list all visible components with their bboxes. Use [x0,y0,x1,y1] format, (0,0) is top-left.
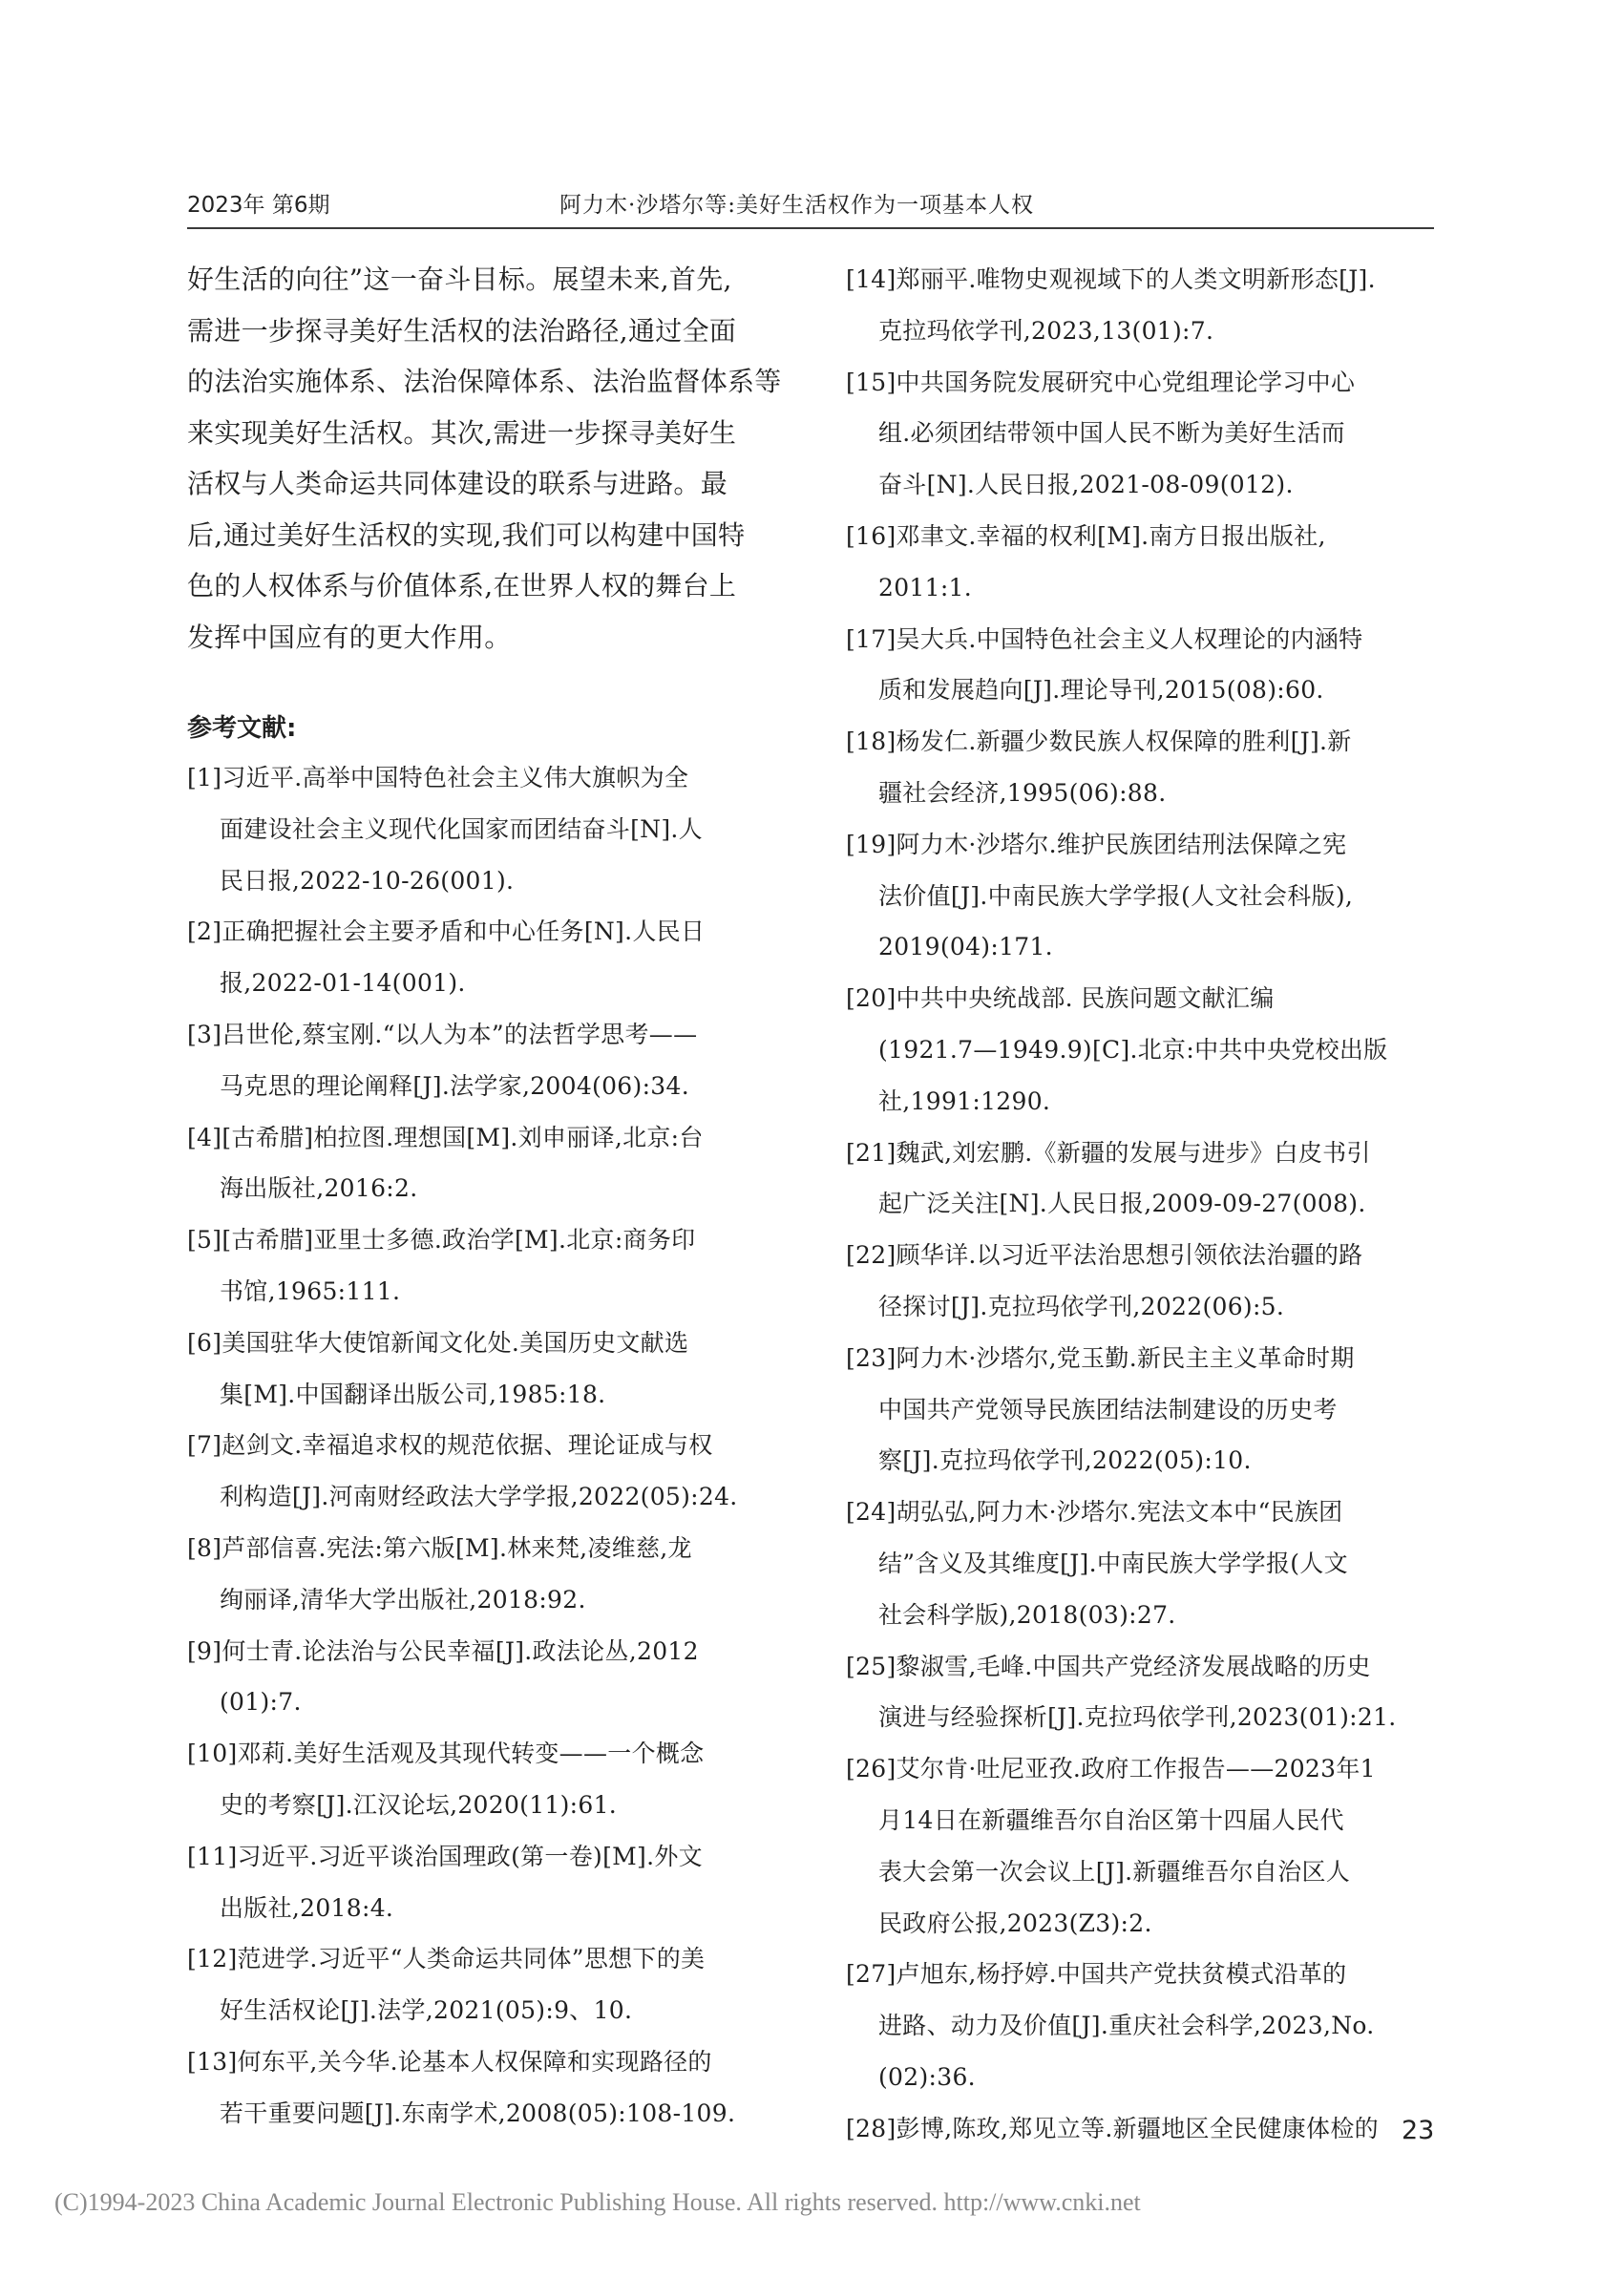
reference-entry [846,973,1457,1127]
reference-line: 马克思的理论阐释[J].法学家,2004(06):34. [220,1071,689,1100]
reference-line: [17]吴大兵.中国特色社会主义人权理论的内涵特 [846,624,1363,653]
reference-line: [3]吕世伦,蔡宝刚.“以人为本”的法哲学思考—— [187,1020,698,1048]
reference-entry [846,1641,1457,1744]
reference-line: 利构造[J].河南财经政法大学学报,2022(05):24. [220,1483,738,1511]
reference-line: [22]顾华详.以习近平法治思想引领依法治疆的路 [846,1241,1363,1270]
reference-entry [846,1949,1457,2102]
paragraph-line: 色的人权体系与价值体系,在世界人权的舞台上 [187,570,737,601]
reference-line: (01):7. [220,1688,302,1717]
reference-line: 法价值[J].中南民族大学学报(人文社会科版), [878,881,1354,910]
reference-line: 集[M].中国翻译出版公司,1985:18. [220,1380,606,1408]
reference-line: [27]卢旭东,杨抒婷.中国共产党扶贫模式沿革的 [846,1960,1347,1989]
reference-line: [19]阿力木·沙塔尔.维护民族团结刑法保障之宪 [846,830,1347,858]
reference-entry [187,1420,806,1523]
reference-line: [16]邓聿文.幸福的权利[M].南方日报出版社, [846,521,1326,550]
reference-entry [187,1112,806,1215]
reference-line: 海出版社,2016:2. [220,1174,418,1203]
reference-line: 绚丽译,清华大学出版社,2018:92. [220,1585,586,1614]
reference-entry [187,2036,806,2140]
reference-line: 史的考察[J].江汉论坛,2020(11):61. [220,1790,618,1819]
reference-line: 起广泛关注[N].人民日报,2009-09-27(008). [878,1190,1366,1218]
references-list-right [846,254,1457,2154]
reference-entry [846,511,1457,614]
reference-line: 民政府公报,2023(Z3):2. [878,1909,1152,1937]
reference-line: 表大会第一次会议上[J].新疆维吾尔自治区人 [878,1857,1351,1886]
reference-line: 若干重要问题[J].东南学术,2008(05):108-109. [220,2099,736,2127]
reference-line: (02):36. [878,2062,976,2091]
reference-line: [14]郑丽平.唯物史观视域下的人类文明新形态[J]. [846,265,1376,293]
reference-line: [11]习近平.习近平谈治国理政(第一卷)[M].外文 [187,1842,703,1870]
reference-line: [5][古希腊]亚里士多德.政治学[M].北京:商务印 [187,1226,696,1255]
reference-line: [28]彭博,陈玫,郑见立等.新疆地区全民健康体检的 [846,2114,1379,2142]
reference-entry [846,1487,1457,1640]
reference-line: 2011:1. [878,573,972,601]
reference-line: [15]中共国务院发展研究中心党组理论学习中心 [846,368,1356,396]
references-list-left [187,752,806,2140]
reference-line: [8]芦部信喜.宪法:第六版[M].林来梵,凌维慈,龙 [187,1533,692,1562]
reference-entry [187,906,806,1009]
header-divider [187,227,1434,229]
reference-line: [26]艾尔肯·吐尼亚孜.政府工作报告——2023年1 [846,1755,1376,1783]
reference-line: 质和发展趋向[J].理论导刊,2015(08):60. [878,676,1324,705]
paragraph-line: 发挥中国应有的更大作用。 [187,621,512,653]
reference-entry [187,752,806,906]
reference-line: [12]范进学.习近平“人类命运共同体”思想下的美 [187,1945,706,1973]
reference-entry [187,1626,806,1729]
paragraph-line: 活权与人类命运共同体建设的联系与进路。最 [187,468,728,499]
reference-entry [846,1743,1457,1949]
reference-line: 结”含义及其维度[J].中南民族大学学报(人文 [878,1549,1348,1577]
left-column [187,254,806,2140]
reference-line: 月14日在新疆维吾尔自治区第十四届人民代 [878,1805,1344,1834]
paragraph-line: 后,通过美好生活权的实现,我们可以构建中国特 [187,518,746,551]
reference-line: 民日报,2022-10-26(001). [220,866,515,895]
reference-line: [20]中共中央统战部. 民族问题文献汇编 [846,984,1275,1013]
reference-line: [13]何东平,关今华.论基本人权保障和实现路径的 [187,2047,712,2076]
reference-line: [25]黎淑雪,毛峰.中国共产党经济发展战略的历史 [846,1652,1371,1680]
reference-line: [7]赵剑文.幸福追求权的规范依据、理论证成与权 [187,1431,713,1460]
reference-line: 2019(04):171. [878,933,1053,961]
reference-entry [187,1009,806,1112]
paragraph-line: 来实现美好生活权。其次,需进一步探寻美好生 [187,416,737,449]
reference-line: 面建设社会主义现代化国家而团结奋斗[N].人 [220,814,703,843]
reference-line: 克拉玛依学刊,2023,13(01):7. [878,316,1214,345]
paragraph-line: 需进一步探寻美好生活权的法治路径,通过全面 [187,314,737,347]
reference-entry [187,1214,806,1318]
reference-entry [846,1230,1457,1333]
reference-line: 书馆,1965:111. [220,1276,401,1305]
reference-line: (1921.7—1949.9)[C].北京:中共中央党校出版 [878,1035,1388,1064]
reference-line: 报,2022-01-14(001). [220,969,466,998]
paragraph-line: 好生活的向往”这一奋斗目标。展望未来,首先, [187,264,732,295]
reference-line: 疆社会经济,1995(06):88. [878,778,1167,807]
body-paragraph [187,254,806,663]
reference-line: 径探讨[J].克拉玛依学刊,2022(06):5. [878,1292,1285,1320]
reference-line: [1]习近平.高举中国特色社会主义伟大旗帜为全 [187,764,689,791]
reference-line: 社,1991:1290. [878,1086,1051,1115]
reference-line: 进路、动力及价值[J].重庆社会科学,2023,No. [878,2012,1375,2040]
page-number: 23 [1402,2116,1435,2145]
reference-line: [10]邓莉.美好生活观及其现代转变——一个概念 [187,1740,705,1768]
right-column [846,254,1457,2154]
reference-entry [187,1728,806,1831]
reference-line: [21]魏武,刘宏鹏.《新疆的发展与进步》白皮书引 [846,1138,1371,1167]
reference-entry [846,819,1457,973]
reference-entry [846,357,1457,511]
reference-line: 察[J].克拉玛依学刊,2022(05):10. [878,1446,1252,1475]
reference-entry [846,1128,1457,1231]
reference-line: 演进与经验探析[J].克拉玛依学刊,2023(01):21. [878,1703,1397,1732]
journal-issue: 2023年 第6期 [187,193,330,218]
reference-line: [4][古希腊]柏拉图.理想国[M].刘申丽译,北京:台 [187,1123,704,1151]
reference-line: [6]美国驻华大使馆新闻文化处.美国历史文献选 [187,1328,689,1357]
reference-line: 出版社,2018:4. [220,1893,394,1922]
reference-line: [2]正确把握社会主要矛盾和中心任务[N].人民日 [187,918,706,946]
reference-entry [187,1831,806,1934]
reference-entry [846,1333,1457,1487]
reference-line: [23]阿力木·沙塔尔,党玉勤.新民主主义革命时期 [846,1343,1355,1372]
reference-line: 社会科学版),2018(03):27. [878,1600,1176,1629]
reference-entry [846,2103,1457,2155]
reference-entry [187,1933,806,2036]
paragraph-line: 的法治实施体系、法治保障体系、法治监督体系等 [187,366,782,397]
reference-entry [846,254,1457,357]
reference-line: 奋斗[N].人民日报,2021-08-09(012). [878,471,1294,499]
reference-entry [846,614,1457,717]
references-heading: 参考文献: [187,714,297,743]
reference-line: 中国共产党领导民族团结法制建设的历史考 [878,1395,1338,1424]
reference-entry [187,1318,806,1421]
reference-line: [18]杨发仁.新疆少数民族人权保障的胜利[J].新 [846,728,1352,756]
reference-entry [187,1523,806,1626]
reference-line: 组.必须团结带领中国人民不断为美好生活而 [878,419,1345,448]
running-title: 阿力木·沙塔尔等:美好生活权作为一项基本人权 [559,193,1035,218]
copyright-footer: (C)1994-2023 China Academic Journal Electronic Publishing House. All rights reserved. http://www.cnki.net [54,2188,1141,2216]
reference-line: [24]胡弘弘,阿力木·沙塔尔.宪法文本中“民族团 [846,1498,1343,1527]
reference-line: [9]何士青.论法治与公民幸福[J].政法论丛,2012 [187,1636,699,1665]
reference-entry [846,716,1457,819]
reference-line: 好生活权论[J].法学,2021(05):9、10. [220,1996,633,2025]
